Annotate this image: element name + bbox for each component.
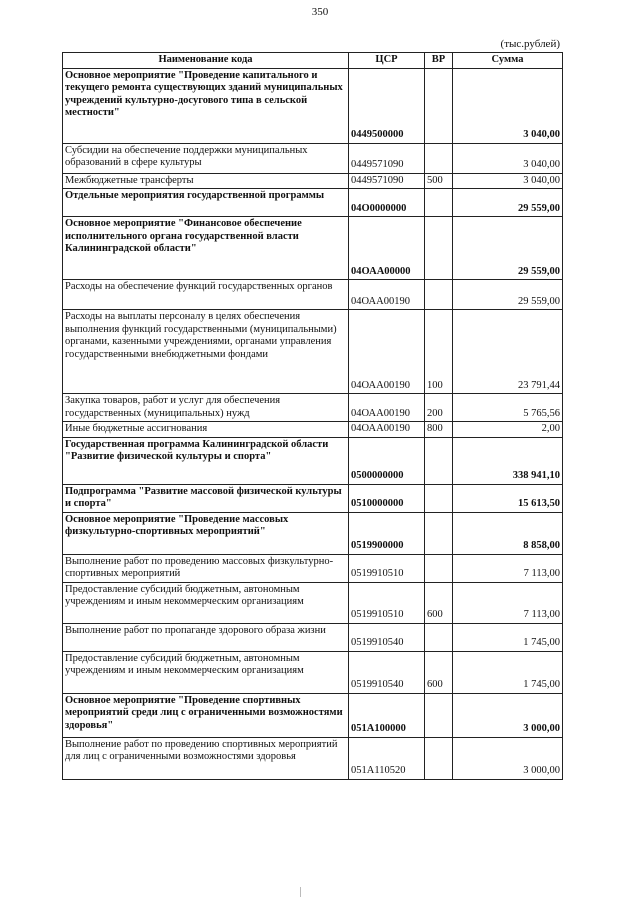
cell-vr bbox=[425, 737, 453, 779]
cell-name: Выполнение работ по проведению спортивных мероприятий для лиц с ограниченными возможностями здоровья bbox=[63, 737, 349, 779]
cell-name: Государственная программа Калининградской области "Развитие физической культуры и спорта" bbox=[63, 437, 349, 484]
cell-vr bbox=[425, 484, 453, 512]
cell-sum: 5 765,56 bbox=[453, 394, 563, 422]
cell-csr: 04О0000000 bbox=[349, 189, 425, 217]
table-row bbox=[63, 554, 563, 582]
cell-csr: 04ОАА00190 bbox=[349, 310, 425, 394]
cell-vr bbox=[425, 189, 453, 217]
table-row bbox=[63, 484, 563, 512]
table-row bbox=[63, 623, 563, 651]
cell-name: Выполнение работ по проведению массовых физкультурно-спортивных мероприятий bbox=[63, 554, 349, 582]
cell-sum: 2,00 bbox=[453, 422, 563, 438]
cell-name: Предоставление субсидий бюджетным, автономным учреждениям и иным некоммерческим организациям bbox=[63, 651, 349, 693]
cell-csr: 0519910510 bbox=[349, 582, 425, 623]
cell-sum: 23 791,44 bbox=[453, 310, 563, 394]
table-row bbox=[63, 693, 563, 737]
table-row bbox=[63, 173, 563, 189]
table-row bbox=[63, 217, 563, 280]
cell-csr: 0519910540 bbox=[349, 651, 425, 693]
cell-csr: 0449571090 bbox=[349, 173, 425, 189]
cell-name: Отдельные мероприятия государственной программы bbox=[63, 189, 349, 217]
cell-name: Расходы на выплаты персоналу в целях обеспечения выполнения функций государственными (муниципальными) органами, казенными учреждениями, органами управления государственными внебюджетными фондами bbox=[63, 310, 349, 394]
cell-sum: 7 113,00 bbox=[453, 582, 563, 623]
cell-sum: 15 613,50 bbox=[453, 484, 563, 512]
cell-vr bbox=[425, 68, 453, 143]
cell-vr bbox=[425, 512, 453, 554]
table-header-row bbox=[63, 53, 563, 69]
header-name: Наименование кода bbox=[63, 53, 349, 69]
cell-name: Иные бюджетные ассигнования bbox=[63, 422, 349, 438]
cell-csr: 0449571090 bbox=[349, 143, 425, 173]
cell-sum: 3 040,00 bbox=[453, 68, 563, 143]
cell-name: Субсидии на обеспечение поддержки муниципальных образований в сфере культуры bbox=[63, 143, 349, 173]
cell-vr: 200 bbox=[425, 394, 453, 422]
cell-name: Основное мероприятие "Проведение спортивных мероприятий среди лиц с ограниченными возможностями здоровья" bbox=[63, 693, 349, 737]
cell-sum: 338 941,10 bbox=[453, 437, 563, 484]
cell-vr bbox=[425, 693, 453, 737]
unit-label: (тыс.рублей) bbox=[500, 38, 560, 50]
cell-vr bbox=[425, 217, 453, 280]
cell-csr: 0449500000 bbox=[349, 68, 425, 143]
cell-csr: 0519910510 bbox=[349, 554, 425, 582]
table-row bbox=[63, 68, 563, 143]
cell-sum: 3 000,00 bbox=[453, 737, 563, 779]
cell-name: Закупка товаров, работ и услуг для обеспечения государственных (муниципальных) нужд bbox=[63, 394, 349, 422]
table-row bbox=[63, 143, 563, 173]
cell-vr bbox=[425, 437, 453, 484]
cell-csr: 04ОАА00190 bbox=[349, 422, 425, 438]
table-body bbox=[63, 68, 563, 779]
page-number: 350 bbox=[311, 6, 329, 18]
cell-sum: 1 745,00 bbox=[453, 651, 563, 693]
cell-sum: 29 559,00 bbox=[453, 280, 563, 310]
cell-sum: 3 040,00 bbox=[453, 143, 563, 173]
cell-csr: 04ОАА00190 bbox=[349, 394, 425, 422]
cell-sum: 29 559,00 bbox=[453, 217, 563, 280]
cell-sum: 3 040,00 bbox=[453, 173, 563, 189]
cell-sum: 1 745,00 bbox=[453, 623, 563, 651]
table-row bbox=[63, 280, 563, 310]
header-vr: ВР bbox=[425, 53, 453, 69]
cell-csr: 051А100000 bbox=[349, 693, 425, 737]
cell-name: Основное мероприятие "Проведение капитального и текущего ремонта существующих зданий муниципальных учреждений культурно-досугового типа в сельской местности" bbox=[63, 68, 349, 143]
table-row bbox=[63, 651, 563, 693]
cell-csr: 0519900000 bbox=[349, 512, 425, 554]
cell-vr: 100 bbox=[425, 310, 453, 394]
scan-mark bbox=[300, 887, 301, 897]
cell-sum: 29 559,00 bbox=[453, 189, 563, 217]
cell-sum: 8 858,00 bbox=[453, 512, 563, 554]
table-row bbox=[63, 422, 563, 438]
cell-name: Предоставление субсидий бюджетным, автономным учреждениям и иным некоммерческим организациям bbox=[63, 582, 349, 623]
cell-csr: 04ОАА00000 bbox=[349, 217, 425, 280]
cell-csr: 04ОАА00190 bbox=[349, 280, 425, 310]
cell-csr: 0519910540 bbox=[349, 623, 425, 651]
cell-vr bbox=[425, 623, 453, 651]
cell-vr bbox=[425, 280, 453, 310]
cell-csr: 0510000000 bbox=[349, 484, 425, 512]
table-row bbox=[63, 512, 563, 554]
header-sum: Сумма bbox=[453, 53, 563, 69]
cell-csr: 051А110520 bbox=[349, 737, 425, 779]
table-row bbox=[63, 310, 563, 394]
table-row bbox=[63, 582, 563, 623]
header-csr: ЦСР bbox=[349, 53, 425, 69]
cell-vr: 600 bbox=[425, 651, 453, 693]
table-row bbox=[63, 189, 563, 217]
table-row bbox=[63, 737, 563, 779]
cell-name: Межбюджетные трансферты bbox=[63, 173, 349, 189]
cell-name: Выполнение работ по пропаганде здорового образа жизни bbox=[63, 623, 349, 651]
cell-name: Основное мероприятие "Проведение массовых физкультурно-спортивных мероприятий" bbox=[63, 512, 349, 554]
table-row bbox=[63, 437, 563, 484]
cell-sum: 3 000,00 bbox=[453, 693, 563, 737]
cell-vr: 800 bbox=[425, 422, 453, 438]
cell-name: Подпрограмма "Развитие массовой физической культуры и спорта" bbox=[63, 484, 349, 512]
cell-csr: 0500000000 bbox=[349, 437, 425, 484]
cell-vr bbox=[425, 143, 453, 173]
cell-name: Расходы на обеспечение функций государственных органов bbox=[63, 280, 349, 310]
cell-sum: 7 113,00 bbox=[453, 554, 563, 582]
cell-name: Основное мероприятие "Финансовое обеспечение исполнительного органа государственной власти Калининградской области" bbox=[63, 217, 349, 280]
table-row bbox=[63, 394, 563, 422]
cell-vr bbox=[425, 554, 453, 582]
budget-table bbox=[62, 52, 563, 780]
cell-vr: 600 bbox=[425, 582, 453, 623]
cell-vr: 500 bbox=[425, 173, 453, 189]
